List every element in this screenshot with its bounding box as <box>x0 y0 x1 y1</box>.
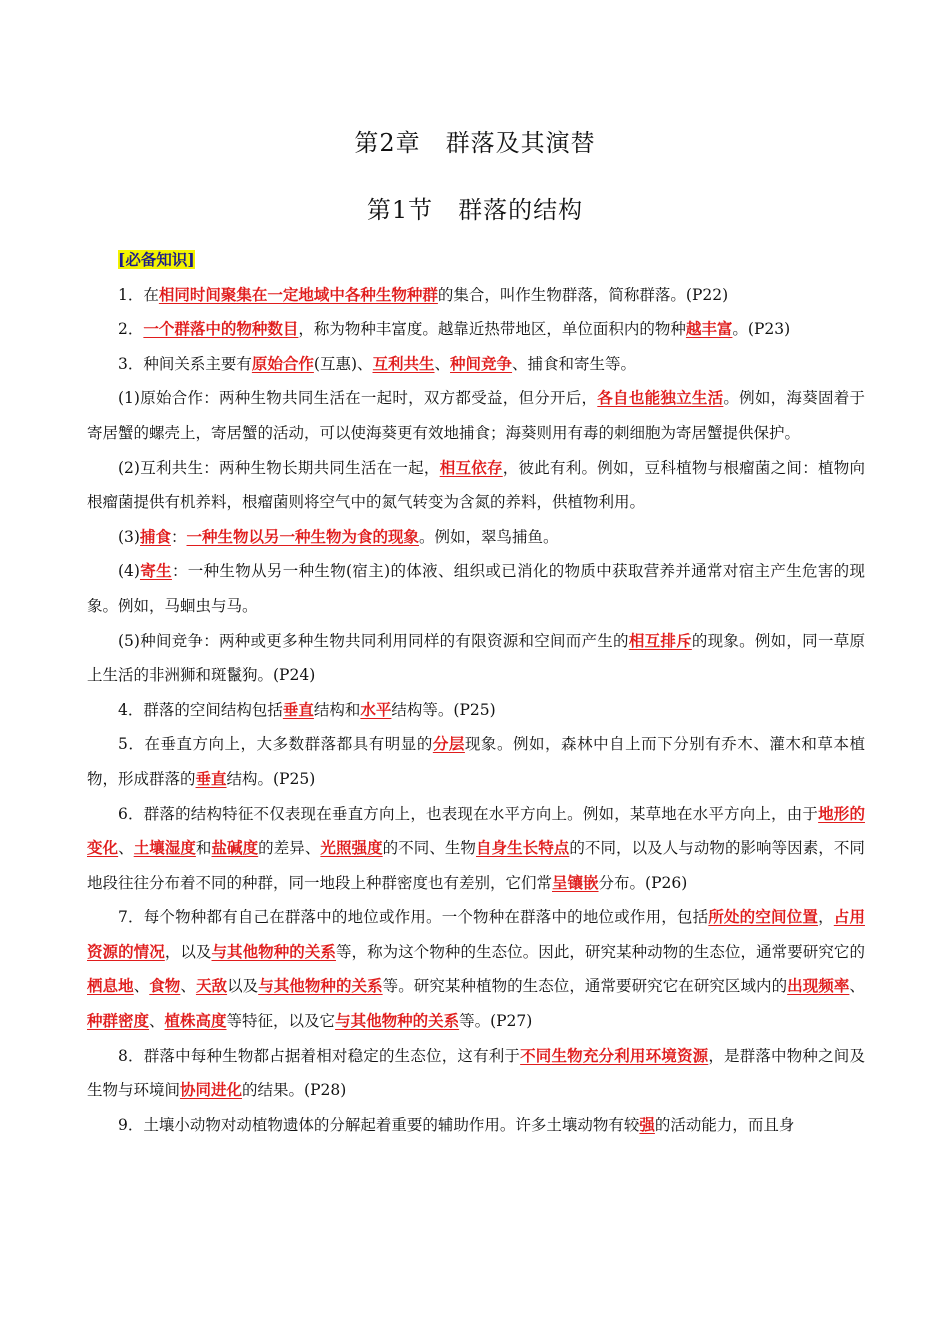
key-term: 强 <box>639 1114 655 1134</box>
key-term: 呈镶嵌 <box>552 872 599 892</box>
key-term: 所处的空间位置 <box>708 907 819 927</box>
text-run: (4) <box>118 562 140 581</box>
key-term: 捕食 <box>139 526 171 546</box>
key-term: 种群密度 <box>87 1011 150 1031</box>
paragraph <box>87 797 865 901</box>
text-run: 、 <box>434 354 451 373</box>
paragraph <box>87 347 865 382</box>
paragraph <box>87 451 865 520</box>
key-term: 垂直 <box>195 768 227 788</box>
body-text <box>87 243 865 1142</box>
key-term: 水平 <box>360 699 392 719</box>
text-run: 、捕食和寄生等。 <box>512 354 637 373</box>
text-run: (1)原始合作：两种生物共同生活在一起时，双方都受益，但分开后， <box>118 389 598 408</box>
key-term: 一种生物以另一种生物为食的现象 <box>186 526 420 546</box>
text-run: 、 <box>180 977 196 996</box>
text-run: 的结果。(P28) <box>242 1081 347 1100</box>
text-run: 结构和 <box>313 700 361 719</box>
text-run: 7．每个物种都有自己在群落中的地位或作用。一个物种在群落中的地位或作用，包括 <box>118 908 709 927</box>
text-run: 2． <box>118 320 144 339</box>
key-term: 相互依存 <box>439 457 503 477</box>
section-title: 第1节 群落的结构 <box>366 196 584 224</box>
key-term: 地形的变化 <box>87 803 865 858</box>
paragraph <box>87 520 865 555</box>
key-term: 栖息地 <box>87 976 134 996</box>
paragraph <box>87 727 865 796</box>
text-run: (5)种间竞争：两种或更多种生物共同利用同样的有限资源和空间而产生的 <box>118 631 629 650</box>
text-run: ，以及 <box>164 942 212 961</box>
text-run: 等特征，以及它 <box>226 1012 336 1031</box>
paragraph <box>87 312 865 347</box>
key-term: 植株高度 <box>164 1011 227 1031</box>
key-term: 种间竞争 <box>450 353 513 373</box>
text-run: 。例如，翠鸟捕鱼。 <box>419 527 559 546</box>
text-run: 等，称为这个物种的生态位。因此，研究某种动物的生态位，通常要研究它的 <box>335 942 865 961</box>
text-run: 的集合，叫作生物群落，简称群落。(P22) <box>437 285 729 304</box>
paragraph <box>87 624 865 693</box>
text-run: 、 <box>149 1012 165 1031</box>
key-term: 寄生 <box>139 561 172 581</box>
text-run: ，称为物种丰富度。越靠近热带地区，单位面积内的物种 <box>298 320 686 339</box>
key-term: 垂直 <box>282 699 314 719</box>
paragraph <box>87 381 865 450</box>
key-term: 原始合作 <box>251 353 314 373</box>
text-run: 和 <box>195 839 212 858</box>
text-run: ，彼此有利。例如，豆科植物与根瘤菌之间：植物向根瘤菌提供有机养料，根瘤菌则将空气中的氮气转变为含氮的养料，供植物利用。 <box>87 458 865 512</box>
key-term: 不同生物充分利用环境资源 <box>520 1045 709 1065</box>
text-run: 的不同、生物 <box>382 839 476 858</box>
text-run: ， <box>818 908 834 927</box>
text-run: 6．群落的结构特征不仅表现在垂直方向上，也表现在水平方向上。例如，某草地在水平方向上，由于 <box>118 804 819 823</box>
text-run: ：一种生物从另一种生物(宿主)的体液、组织或已消化的物质中获取营养并通常对宿主产生危害的现象。例如，马蛔虫与马。 <box>87 562 865 615</box>
key-term: 土壤湿度 <box>133 838 196 858</box>
key-term: 互利共生 <box>372 353 435 373</box>
paragraph <box>87 1039 865 1108</box>
text-run: (3) <box>118 527 140 546</box>
chapter-title: 第2章 群落及其演替 <box>354 129 596 157</box>
key-term: 协同进化 <box>180 1080 243 1100</box>
text-run: 现象。例如，森林中自上而下分别有乔木、灌木和草本植物，形成群落的 <box>87 735 865 788</box>
text-run: 、 <box>133 977 150 996</box>
text-run: 结构等。(P25) <box>391 700 496 719</box>
key-term: 与其他物种的关系 <box>335 1011 460 1031</box>
text-run: 。(P23) <box>732 320 791 339</box>
text-run: 的差异、 <box>258 839 321 858</box>
text-run: 3．种间关系主要有 <box>118 354 252 373</box>
text-run: 4．群落的空间结构包括 <box>118 700 283 719</box>
key-term: 与其他物种的关系 <box>258 976 383 996</box>
paragraph <box>87 693 865 728</box>
text-run: (互惠)、 <box>313 354 373 373</box>
key-term: 盐碱度 <box>211 838 259 858</box>
key-term: 出现频率 <box>787 976 850 996</box>
key-term: 分层 <box>432 734 465 754</box>
text-run: 8．群落中每种生物都占据着相对稳定的生态位，这有利于 <box>118 1046 521 1065</box>
text-run: 1．在 <box>118 285 159 304</box>
knowledge-tag: [必备知识] <box>118 250 195 269</box>
text-run: ： <box>170 527 187 546</box>
text-run: 、 <box>849 977 865 996</box>
text-run: (2)互利共生：两种生物长期共同生活在一起， <box>118 458 440 477</box>
text-run: 以及 <box>227 977 259 996</box>
text-run: 的活动能力，而且身 <box>654 1115 795 1134</box>
text-run: 。例如，海葵固着于寄居蟹的螺壳上，寄居蟹的活动，可以使海葵更有效地捕食；海葵则用有毒的刺细胞为寄居蟹提供保护。 <box>87 389 865 442</box>
text-run: ，是群落中物种之间及生物与环境间 <box>87 1046 865 1100</box>
text-run: 等。(P27) <box>459 1012 533 1031</box>
text-run: 5．在垂直方向上，大多数群落都具有明显的 <box>118 735 433 754</box>
key-term: 天敌 <box>195 976 228 996</box>
key-term: 与其他物种的关系 <box>211 941 336 961</box>
paragraph <box>87 278 865 313</box>
key-term: 相互排斥 <box>628 630 692 650</box>
key-term: 一个群落中的物种数目 <box>143 319 299 339</box>
text-run: 等。研究某种植物的生态位，通常要研究它在研究区域内的 <box>382 977 788 996</box>
text-run: 9．土壤小动物对动植物遗体的分解起着重要的辅助作用。许多土壤动物有较 <box>118 1115 640 1134</box>
paragraph <box>87 900 865 1038</box>
paragraph <box>87 554 865 623</box>
text-run: 的现象。例如，同一草原上生活的非洲狮和斑鬣狗。(P24) <box>87 631 865 685</box>
key-term: 越丰富 <box>685 319 733 339</box>
key-term: 占用资源的情况 <box>87 907 865 961</box>
paragraph <box>87 1108 865 1143</box>
key-term: 相同时间聚集在一定地域中各种生物种群 <box>158 284 438 304</box>
text-run: 的不同，以及人与动物的影响等因素，不同地段往往分布着不同的种群，同一地段上种群密度也有差别，它们常 <box>87 839 865 892</box>
text-run: 分布。(P26) <box>598 873 688 892</box>
key-term: 自身生长特点 <box>476 838 570 858</box>
key-term: 食物 <box>149 976 181 996</box>
key-term: 各自也能独立生活 <box>597 388 724 408</box>
paragraph-list <box>87 278 865 1143</box>
text-run: 结构。(P25) <box>226 769 316 788</box>
knowledge-tag-line <box>87 243 865 278</box>
key-term: 光照强度 <box>320 838 383 858</box>
text-run: 、 <box>118 839 134 858</box>
